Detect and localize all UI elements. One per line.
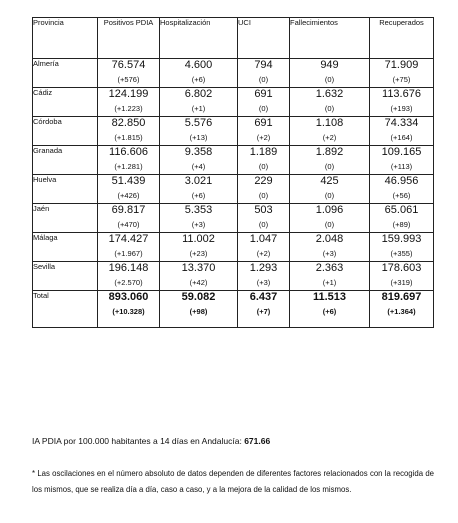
data-cell	[238, 146, 290, 175]
cell-value: 5.353	[184, 204, 213, 216]
cell-change: (+23)	[189, 248, 208, 258]
data-cell	[238, 59, 290, 88]
cell-change: (0)	[258, 190, 269, 200]
data-cell	[98, 233, 160, 262]
table-row	[33, 88, 434, 117]
table-body	[33, 59, 434, 328]
cell-change: (+75)	[392, 74, 411, 84]
cell-change: (0)	[258, 161, 269, 171]
header-provincia: Provincia	[33, 18, 98, 59]
data-cell	[290, 59, 370, 88]
cell-value: 6.802	[184, 88, 213, 100]
cell-value: 1.293	[249, 262, 278, 274]
table-row	[33, 262, 434, 291]
data-cell	[160, 233, 238, 262]
cell-change: (0)	[258, 103, 269, 113]
cell-value: 74.334	[384, 117, 419, 129]
cell-value: 503	[254, 204, 273, 216]
cell-change: (0)	[324, 190, 335, 200]
cell-change: (+2)	[256, 132, 271, 142]
data-cell	[98, 262, 160, 291]
cell-change: (0)	[324, 219, 335, 229]
data-cell	[98, 291, 160, 328]
cell-change: (+319)	[390, 277, 413, 287]
covid-data-table	[32, 17, 434, 328]
cell-value: 1.108	[315, 117, 344, 129]
cell-value: 65.061	[384, 204, 419, 216]
cell-value: 1.892	[315, 146, 344, 158]
cell-value: 178.603	[381, 262, 422, 274]
cell-value: 46.956	[384, 175, 419, 187]
cell-change: (+42)	[189, 277, 208, 287]
cell-value: 76.574	[111, 59, 146, 71]
data-cell	[370, 59, 434, 88]
cell-value: 109.165	[381, 146, 422, 158]
cell-change: (+6)	[322, 306, 337, 316]
cell-change: (+1.967)	[114, 248, 143, 258]
footnote: * Las oscilaciones en el número absoluto de datos dependen de diferentes factores relacionados con la recogida de los mismos, que se realiza día a día, caso a caso, y a la mejora de la calidad de los mismos.	[32, 469, 434, 494]
data-cell	[290, 146, 370, 175]
province-name: Almería	[33, 59, 98, 88]
cell-change: (+13)	[189, 132, 208, 142]
province-name: Sevilla	[33, 262, 98, 291]
table-total-row	[33, 291, 434, 328]
table-row	[33, 204, 434, 233]
table-row	[33, 175, 434, 204]
cell-value: 893.060	[108, 291, 149, 303]
data-cell	[98, 88, 160, 117]
cell-value: 2.048	[315, 233, 344, 245]
data-cell	[370, 117, 434, 146]
cell-value: 71.909	[384, 59, 419, 71]
cell-value: 229	[254, 175, 273, 187]
cell-value: 196.148	[108, 262, 149, 274]
data-cell	[370, 233, 434, 262]
data-cell	[160, 262, 238, 291]
province-name: Jaén	[33, 204, 98, 233]
cell-change: (+2)	[256, 248, 271, 258]
data-cell	[238, 175, 290, 204]
ia-line	[32, 436, 270, 446]
header-uci: UCI	[238, 18, 290, 59]
data-cell	[160, 291, 238, 328]
cell-change: (+355)	[390, 248, 413, 258]
data-cell	[98, 117, 160, 146]
cell-value: 2.363	[315, 262, 344, 274]
cell-change: (+3)	[256, 277, 271, 287]
cell-change: (+2.570)	[114, 277, 143, 287]
cell-value: 159.993	[381, 233, 422, 245]
header-fallecimientos: Fallecimientos	[290, 18, 370, 59]
cell-change: (+6)	[191, 190, 206, 200]
data-cell	[290, 175, 370, 204]
cell-value: 59.082	[181, 291, 216, 303]
cell-value: 116.606	[109, 146, 148, 158]
ia-value: 671.66	[244, 436, 271, 446]
cell-value: 794	[254, 59, 273, 71]
data-cell	[238, 262, 290, 291]
cell-change: (+1.223)	[114, 103, 143, 113]
cell-value: 82.850	[111, 117, 146, 129]
data-cell	[160, 117, 238, 146]
cell-change: (+113)	[390, 161, 413, 171]
cell-value: 819.697	[381, 291, 422, 303]
data-cell	[160, 204, 238, 233]
cell-value: 124.199	[108, 88, 149, 100]
cell-value: 425	[320, 175, 339, 187]
cell-value: 1.096	[315, 204, 344, 216]
province-name: Córdoba	[33, 117, 98, 146]
data-cell	[238, 117, 290, 146]
data-cell	[290, 291, 370, 328]
cell-change: (+56)	[392, 190, 411, 200]
data-cell	[160, 146, 238, 175]
data-cell	[370, 146, 434, 175]
ia-label: IA PDIA por 100.000 habitantes a 14 días en Andalucía:	[32, 436, 242, 446]
cell-value: 1.189	[249, 146, 278, 158]
province-name: Total	[33, 291, 98, 328]
cell-change: (+164)	[390, 132, 413, 142]
cell-value: 1.632	[315, 88, 344, 100]
table-row	[33, 146, 434, 175]
cell-change: (+193)	[390, 103, 413, 113]
cell-change: (0)	[324, 103, 335, 113]
province-name: Cádiz	[33, 88, 98, 117]
data-cell	[370, 204, 434, 233]
data-cell	[290, 262, 370, 291]
cell-value: 11.002	[182, 233, 215, 245]
province-name: Málaga	[33, 233, 98, 262]
cell-value: 11.513	[312, 291, 347, 303]
cell-change: (0)	[258, 74, 269, 84]
cell-change: (+6)	[191, 74, 206, 84]
cell-change: (+89)	[392, 219, 411, 229]
cell-value: 51.439	[111, 175, 146, 187]
data-cell	[98, 146, 160, 175]
header-positivos: Positivos PDIA	[98, 18, 160, 59]
data-cell	[238, 88, 290, 117]
cell-change: (+1)	[322, 277, 337, 287]
data-cell	[98, 59, 160, 88]
cell-value: 9.358	[184, 146, 213, 158]
table-row	[33, 233, 434, 262]
data-cell	[370, 262, 434, 291]
header-hospitalizacion: Hospitalización	[160, 18, 238, 59]
cell-change: (+7)	[256, 306, 271, 316]
cell-change: (0)	[324, 161, 335, 171]
cell-change: (+2)	[322, 132, 337, 142]
cell-change: (+470)	[117, 219, 140, 229]
province-name: Granada	[33, 146, 98, 175]
cell-change: (+98)	[189, 306, 208, 316]
cell-value: 1.047	[249, 233, 278, 245]
data-cell	[370, 291, 434, 328]
data-cell	[370, 88, 434, 117]
cell-value: 6.437	[249, 291, 278, 303]
cell-value: 3.021	[184, 175, 213, 187]
cell-change: (+1.281)	[114, 161, 143, 171]
cell-change: (+10.328)	[112, 306, 145, 316]
table-row	[33, 117, 434, 146]
cell-change: (+576)	[117, 74, 140, 84]
cell-value: 69.817	[111, 204, 146, 216]
cell-value: 5.576	[184, 117, 213, 129]
data-cell	[238, 233, 290, 262]
cell-change: (+3)	[191, 219, 206, 229]
data-cell	[98, 204, 160, 233]
cell-change: (0)	[324, 74, 335, 84]
data-cell	[290, 204, 370, 233]
cell-change: (+1.364)	[387, 306, 416, 316]
cell-value: 113.676	[382, 88, 421, 100]
cell-value: 13.370	[181, 262, 216, 274]
table-header-row	[33, 18, 434, 59]
data-cell	[238, 204, 290, 233]
data-cell	[290, 88, 370, 117]
data-cell	[370, 175, 434, 204]
data-cell	[160, 88, 238, 117]
data-cell	[290, 233, 370, 262]
cell-value: 691	[254, 117, 273, 129]
cell-value: 949	[320, 59, 339, 71]
cell-change: (+1.815)	[114, 132, 143, 142]
cell-change: (+426)	[117, 190, 140, 200]
data-cell	[160, 175, 238, 204]
province-name: Huelva	[33, 175, 98, 204]
cell-change: (0)	[258, 219, 269, 229]
table-row	[33, 59, 434, 88]
cell-change: (+1)	[191, 103, 206, 113]
data-cell	[98, 175, 160, 204]
cell-value: 174.427	[108, 233, 149, 245]
data-cell	[160, 59, 238, 88]
cell-change: (+3)	[322, 248, 337, 258]
data-cell	[290, 117, 370, 146]
data-cell	[238, 291, 290, 328]
cell-value: 4.600	[184, 59, 213, 71]
cell-value: 691	[254, 88, 273, 100]
header-recuperados: Recuperados	[370, 18, 434, 59]
cell-change: (+4)	[191, 161, 206, 171]
